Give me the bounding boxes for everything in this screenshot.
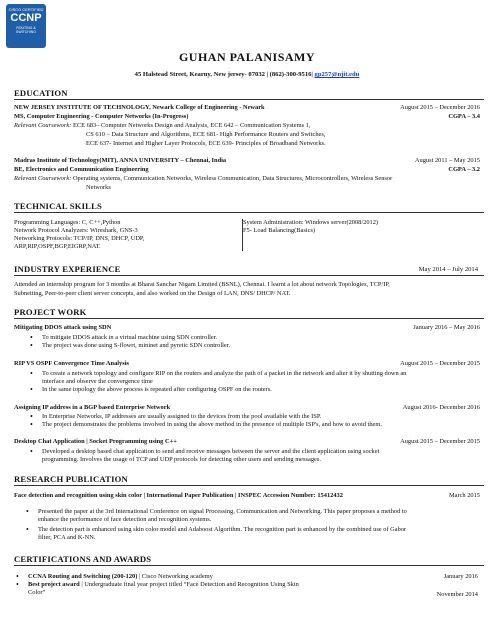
section-divider xyxy=(14,275,484,276)
anna-school: Madras Institute of Technology(MIT), ANNA UNIVERSITY – Chennai, India xyxy=(14,157,227,164)
project-bullets xyxy=(28,334,480,350)
njit-coursework-row xyxy=(14,122,480,130)
anna-coursework-line2: Networks xyxy=(86,184,111,191)
certs-heading: CERTIFICATIONS AND AWARDS xyxy=(14,554,152,564)
section-divider xyxy=(14,318,484,319)
project-bullet: • The project was done using S-flowrt, mininet and pyretic SDN controller. xyxy=(28,342,480,350)
njit-coursework-line2: CS 610 – Data Structure and Algorithms, ECE 681- High Performance Routers and Switches, xyxy=(86,131,326,138)
njit-degree: MS, Computer Engineering - Computer Networks (In-Progress) xyxy=(14,113,189,120)
project-dates: January 2016 – May 2016 xyxy=(413,324,480,331)
contact-line xyxy=(0,71,494,78)
research-bullets xyxy=(24,526,480,534)
project-bullets xyxy=(28,386,480,394)
njit-gpa: CGPA – 3.4 xyxy=(448,113,480,120)
anna-dates: August 2011 – May 2015 xyxy=(414,157,480,164)
project-bullet: • To create a network topology and configure RIP on the routers and analyze the path of a packet in the network and alter it by shutting down an xyxy=(28,370,480,378)
anna-coursework-row xyxy=(14,175,480,183)
industry-heading: INDUSTRY EXPERIENCE xyxy=(14,264,121,274)
award-name: Best project award xyxy=(28,581,80,588)
project-header xyxy=(14,438,480,446)
project-header xyxy=(14,404,480,412)
project-bullet-continuation: interface and observe the convergence time xyxy=(42,378,153,385)
research-date: March 2015 xyxy=(448,492,480,499)
anna-degree-row xyxy=(14,166,480,174)
candidate-name: GUHAN PALANISAMY xyxy=(178,50,316,64)
njit-school: NEW JERSEY INSTITUTE OF TECHNOLOGY, Newark College of Engineering - Newark xyxy=(14,104,265,111)
skills-table xyxy=(14,219,484,255)
industry-line2: Subnetting, Peer-to-peer client server concepts, and also worked on the Design of LAN, DNS/ DHCP/ NAT. xyxy=(14,290,291,297)
project-bullets xyxy=(28,370,480,378)
industry-line1: Attended an internship program for 3 months at Bharat Sanchar Nigam Limited (BSNL), Chennai. I learnt a lot about network Topologies, TCP/IP, xyxy=(14,281,390,288)
skills-right-column xyxy=(243,219,473,235)
skills-heading: TECHNICAL SKILLS xyxy=(14,201,102,211)
contact-details: 45 Halstead Street, Kearny, New jersey- 07032 | (862)-300-9516| xyxy=(134,71,313,78)
anna-coursework-line1: Operating systems, Communication Networks, Wireless Communication, Data Structures, Microcontrollers, Wireless Sensor xyxy=(72,175,393,182)
project-bullets xyxy=(28,448,480,456)
cert-name: CCNA Routing and Switching (200-120) xyxy=(28,573,138,580)
skill-line: Networking Protocols: TCP/IP, DNS, DHCP, UDP, xyxy=(14,235,145,242)
njit-degree-row xyxy=(14,113,480,121)
cisco-ccnp-logo xyxy=(6,4,46,48)
logo-main-text: CCNP xyxy=(10,12,42,24)
skill-line: System Administration: Windows server(2008/2012) xyxy=(243,219,379,226)
project-dates: August 2015 – December 2015 xyxy=(400,360,480,367)
project-bullets xyxy=(28,413,480,429)
project-name: RIP VS OSPF Convergence Time Analysis xyxy=(14,360,129,367)
njit-coursework-line1: ECE 683– Computer Networks Design and Analysis, ECE 642 – Communication Systems 1, xyxy=(72,122,311,129)
njit-school-row xyxy=(14,104,480,112)
skill-line: F5- Load Balancing(Basics) xyxy=(243,227,316,234)
project-dates: August 2016- December 2016 xyxy=(402,404,480,411)
research-bullet: • The detection part is enhanced using skin color model and Adaboost Algorithm. The recognition part is enhanced by the combined use of Gabor xyxy=(24,526,480,534)
award-detail: | Undergraduate final year project titled “Face Detection and Recognition Using Skin xyxy=(79,581,299,588)
research-bullets xyxy=(24,508,480,516)
education-heading: EDUCATION xyxy=(14,88,68,98)
project-bullet: • In the same topology the above process is repeated after configuring OSPF on the routers. xyxy=(28,386,480,394)
research-bullet-continuation: filter, PCA and K-NN. xyxy=(38,534,96,541)
project-dates: August 2015 – December 2015 xyxy=(400,438,480,445)
section-divider xyxy=(14,99,484,100)
skills-left-column xyxy=(14,219,238,251)
project-header xyxy=(14,324,480,332)
njit-coursework-label: Relevant Coursework: xyxy=(14,122,72,129)
anna-coursework-label: Relevant Coursework: xyxy=(14,175,72,182)
project-bullet: • The project demonstrates the problems involved in using the above method in the presence of multiple ISP's, and how to avoid them. xyxy=(28,421,480,429)
project-name: Assigning IP address in a BGP based Enterprise Network xyxy=(14,404,171,411)
award-item xyxy=(14,581,394,589)
industry-dates: May 2014 – July 2014 xyxy=(418,266,478,273)
research-title: Face detection and recognition using skin color | International Paper Publication | INSPEC Accession Number: 15412432 xyxy=(14,492,343,499)
certs-list xyxy=(14,573,394,589)
section-divider xyxy=(14,485,484,486)
skill-line: ARP,RIP,OSPF,BGP,EIGRP,NAT. xyxy=(14,243,101,250)
cert-date: January 2016 xyxy=(443,573,478,580)
project-bullet: • Developed a desktop based chat application to send and receive messages between the server and the client application using socket xyxy=(28,448,480,456)
project-name: Desktop Chat Application | Socket Programming using C++ xyxy=(14,438,177,445)
project-bullet: • In Enterprise Networks, IP addresses are usually assigned to the devices from the pool available with the ISP. xyxy=(28,413,480,421)
cert-item xyxy=(14,573,394,581)
section-divider xyxy=(14,565,484,566)
anna-school-row xyxy=(14,157,480,165)
award-detail-continuation: Color” xyxy=(28,589,46,596)
logo-bottom-text: ROUTING & SWITCHING xyxy=(15,26,37,34)
section-divider xyxy=(14,212,484,213)
research-bullet: • Presented the paper at the 3rd International Conference on signal Processing, Communication and Networking. This paper proposes a method to xyxy=(24,508,480,516)
anna-gpa: CGPA – 3.2 xyxy=(448,166,480,173)
project-bullet: • To mitigate DDOS attack in a virtual machine using SDN controller. xyxy=(28,334,480,342)
email-link[interactable]: gp257@njit.edu xyxy=(314,71,360,78)
research-header xyxy=(14,492,480,500)
projects-heading: PROJECT WORK xyxy=(14,307,87,317)
project-name: Mitigating DDOS attack using SDN xyxy=(14,324,112,331)
skill-line: Programming Languages: C, C++,Python xyxy=(14,219,121,226)
research-bullet-continuation: enhance the performance of face detection and recognition systems. xyxy=(38,516,212,523)
project-bullet-continuation: programming. Involves the usage of TCP and UDP protocols for detecting other users and sending messages. xyxy=(42,456,321,463)
anna-degree: BE, Electronics and Communication Engineering xyxy=(14,166,149,173)
cert-issuer: | Cisco Networking academy xyxy=(137,573,213,580)
njit-dates: August 2015 – December 2016 xyxy=(400,104,480,111)
research-heading: RESEARCH PUBLICATION xyxy=(14,474,128,484)
logo-top-text: CISCO CERTIFIED xyxy=(8,7,44,12)
skill-line: Network Protocol Analyzers: Wireshark, GNS-3 xyxy=(14,227,138,234)
project-header xyxy=(14,360,480,368)
award-date: November 2014 xyxy=(436,591,478,598)
njit-coursework-line3: ECE 637- Internet and Higher Layer Protocols, ECE 639- Principles of Broadband Networks. xyxy=(86,140,326,147)
